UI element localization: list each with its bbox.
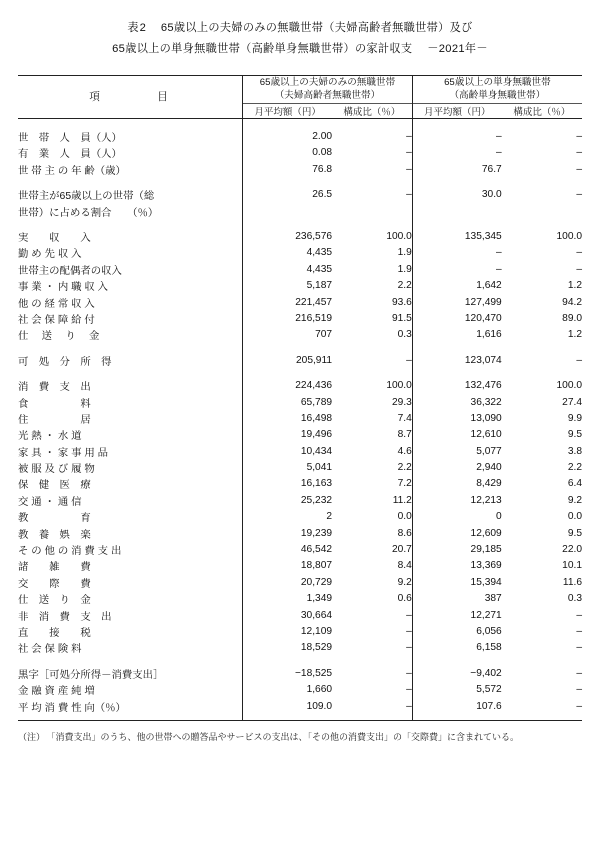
couple-monthly-value: 4,435 xyxy=(243,261,332,277)
row-label: 社 会 保 障 給 付 xyxy=(18,314,95,326)
table-spacer-row xyxy=(18,119,582,129)
single-share-value: – xyxy=(576,642,582,654)
couple-monthly-value: 5,187 xyxy=(243,278,332,294)
single-monthly-value: 5,572 xyxy=(476,684,502,696)
table-spacer-row xyxy=(18,343,582,352)
single-share-value: 0.0 xyxy=(567,511,582,523)
table-row xyxy=(18,591,582,607)
couple-monthly-value: 224,436 xyxy=(243,377,332,393)
header-single-monthly: 月平均額（円） xyxy=(412,104,501,119)
single-monthly-value: 6,056 xyxy=(476,626,502,637)
couple-share-value: 8.7 xyxy=(332,427,412,443)
single-share-value: – xyxy=(576,263,582,275)
table-row xyxy=(18,161,582,177)
single-monthly-value: 120,470 xyxy=(464,312,502,324)
spacer-cell xyxy=(412,219,501,228)
title-text-1: 65歳以上の夫婦のみの無職世帯（夫婦高齢者無職世帯）及び xyxy=(160,22,473,34)
couple-monthly-value: 2 xyxy=(243,509,332,525)
single-monthly-value: – xyxy=(496,131,502,143)
couple-share-value: 9.2 xyxy=(332,574,412,590)
couple-share-value: 29.3 xyxy=(332,394,412,410)
couple-share-value: 0.6 xyxy=(332,591,412,607)
row-label: 消 費 支 出 xyxy=(18,382,91,394)
table-title xyxy=(18,18,582,61)
table-row xyxy=(18,294,582,310)
single-share-value: – xyxy=(576,189,582,201)
spacer-cell xyxy=(332,714,412,721)
spacer-cell xyxy=(332,656,412,665)
couple-monthly-value: 0.08 xyxy=(243,145,332,161)
table-row xyxy=(18,377,582,393)
single-monthly-value: 132,476 xyxy=(464,380,502,392)
row-label: 交 通 ・ 通 信 xyxy=(18,496,82,508)
table-row xyxy=(18,278,582,294)
row-label: 平 均 消 費 性 向（％） xyxy=(18,702,126,714)
table-row xyxy=(18,145,582,161)
couple-monthly-value: 65,789 xyxy=(243,394,332,410)
table-row xyxy=(18,665,582,681)
table-row xyxy=(18,245,582,261)
couple-share-value: – xyxy=(332,352,412,368)
single-monthly-value: 29,185 xyxy=(470,544,502,556)
couple-monthly-value: 26.5 xyxy=(243,187,332,203)
single-share-value: – xyxy=(576,131,582,143)
couple-monthly-value: 76.8 xyxy=(243,161,332,177)
title-line-2: 65歳以上の単身無職世帯（高齢単身無職世帯）の家計収支 －2021年－ xyxy=(112,43,488,56)
single-share-value: – xyxy=(576,609,582,621)
couple-monthly-value: 5,041 xyxy=(243,459,332,475)
spacer-cell xyxy=(243,343,332,352)
note-mark: （注） xyxy=(18,732,46,743)
row-label: 金 融 資 産 純 増 xyxy=(18,686,95,698)
single-monthly-value: 30.0 xyxy=(481,189,502,201)
single-monthly-value: 387 xyxy=(484,593,502,605)
single-share-value: – xyxy=(576,247,582,259)
row-label: そ の 他 の 消 費 支 出 xyxy=(18,546,122,558)
single-share-value: – xyxy=(576,354,582,366)
couple-share-value: – xyxy=(332,607,412,623)
spacer-cell xyxy=(412,119,501,129)
single-share-value: 0.3 xyxy=(567,593,582,605)
single-monthly-value: 12,610 xyxy=(470,429,502,441)
table-row xyxy=(18,525,582,541)
spacer-cell xyxy=(502,368,582,377)
single-share-value: – xyxy=(576,667,582,679)
couple-monthly-value: 46,542 xyxy=(243,541,332,557)
spacer-cell xyxy=(412,178,501,187)
couple-share-value: – xyxy=(332,665,412,681)
spacer-cell xyxy=(18,119,243,129)
couple-share-value: 0.3 xyxy=(332,327,412,343)
couple-share-value: 93.6 xyxy=(332,294,412,310)
table-row xyxy=(18,459,582,475)
table-row xyxy=(18,681,582,697)
single-monthly-value: 135,345 xyxy=(464,231,502,243)
spacer-cell xyxy=(243,219,332,228)
spacer-cell xyxy=(412,368,501,377)
single-monthly-value: 12,213 xyxy=(470,494,502,506)
table-row xyxy=(18,558,582,574)
row-label: 仕 送 り 金 xyxy=(18,331,100,343)
couple-monthly-value: 1,349 xyxy=(243,591,332,607)
couple-monthly-value: 10,434 xyxy=(243,443,332,459)
couple-share-value: – xyxy=(332,145,412,161)
single-share-value: 1.2 xyxy=(567,280,582,292)
spacer-cell xyxy=(332,343,412,352)
single-share-value: 27.4 xyxy=(562,396,582,408)
row-label: 教 養 娯 楽 xyxy=(18,529,91,541)
couple-monthly-value xyxy=(243,203,332,219)
table-row xyxy=(18,410,582,426)
header-couple-share: 構成比（％） xyxy=(332,104,412,119)
spacer-cell xyxy=(18,714,243,721)
table-row xyxy=(18,327,582,343)
spacer-cell xyxy=(18,368,243,377)
couple-share-value: 4.6 xyxy=(332,443,412,459)
table-number: 表2 xyxy=(127,22,147,34)
spacer-cell xyxy=(412,656,501,665)
spacer-cell xyxy=(332,119,412,129)
row-label: 世 帯 人 員（人） xyxy=(18,133,122,145)
couple-monthly-value: −18,525 xyxy=(243,665,332,681)
spacer-cell xyxy=(332,219,412,228)
table-row xyxy=(18,128,582,144)
title-line-1 xyxy=(18,18,582,39)
row-label: 黒字［可処分所得－消費支出］ xyxy=(18,669,164,681)
table-row xyxy=(18,427,582,443)
couple-share-value: 8.6 xyxy=(332,525,412,541)
header-couple-monthly: 月平均額（円） xyxy=(243,104,332,119)
row-label: 有 業 人 員（人） xyxy=(18,149,122,161)
row-label: 被 服 及 び 履 物 xyxy=(18,464,95,476)
header-group-single xyxy=(412,75,582,104)
couple-share-value: 7.4 xyxy=(332,410,412,426)
couple-share-value: – xyxy=(332,161,412,177)
single-share-value: 9.9 xyxy=(567,412,582,424)
table-body xyxy=(18,75,582,721)
couple-share-value: – xyxy=(332,640,412,656)
row-label: 世帯主が65歳以上の世帯（総 xyxy=(18,191,155,203)
single-share-value: – xyxy=(576,147,582,159)
table-row xyxy=(18,261,582,277)
couple-share-value: 91.5 xyxy=(332,310,412,326)
couple-monthly-value: 19,239 xyxy=(243,525,332,541)
couple-monthly-value: 18,807 xyxy=(243,558,332,574)
table-row xyxy=(18,623,582,639)
couple-monthly-value: 205,911 xyxy=(243,352,332,368)
spacer-cell xyxy=(502,219,582,228)
single-share-value: 94.2 xyxy=(562,296,582,308)
row-label: 教 育 xyxy=(18,513,91,525)
single-monthly-value: – xyxy=(496,247,502,259)
table-note xyxy=(18,731,582,745)
header-group-couple xyxy=(243,75,413,104)
couple-share-value: 1.9 xyxy=(332,245,412,261)
table-row xyxy=(18,698,582,714)
row-label: 住 居 xyxy=(18,414,91,426)
row-label: 勤 め 先 収 入 xyxy=(18,249,82,261)
single-monthly-value: 5,077 xyxy=(476,445,502,457)
table-row xyxy=(18,476,582,492)
table-spacer-row xyxy=(18,656,582,665)
single-share-value: – xyxy=(576,163,582,175)
row-label: 非 消 費 支 出 xyxy=(18,611,112,623)
spacer-cell xyxy=(18,178,243,187)
row-label: 家 具 ・ 家 事 用 品 xyxy=(18,447,109,459)
single-monthly-value: 15,394 xyxy=(470,576,502,588)
couple-share-value: 11.2 xyxy=(332,492,412,508)
couple-monthly-value: 109.0 xyxy=(243,698,332,714)
header-single-share: 構成比（％） xyxy=(502,104,582,119)
table-row xyxy=(18,541,582,557)
single-share-value: 9.2 xyxy=(567,494,582,506)
couple-monthly-value: 4,435 xyxy=(243,245,332,261)
single-monthly-value: 13,369 xyxy=(470,560,502,572)
single-monthly-value: 8,429 xyxy=(476,478,502,490)
couple-share-value: 1.9 xyxy=(332,261,412,277)
header-group-couple-line1: 65歳以上の夫婦のみの無職世帯 xyxy=(259,76,396,88)
single-share-value: 89.0 xyxy=(562,312,582,324)
single-share-value: 100.0 xyxy=(556,380,582,392)
row-label: 食 料 xyxy=(18,398,91,410)
table-row xyxy=(18,574,582,590)
single-share-value: – xyxy=(576,700,582,712)
row-label: 仕 送 り 金 xyxy=(18,595,91,607)
single-share-value: – xyxy=(576,684,582,696)
row-label: 社 会 保 険 料 xyxy=(18,644,82,656)
spacer-cell xyxy=(502,119,582,129)
couple-monthly-value: 216,519 xyxy=(243,310,332,326)
single-share-value: 6.4 xyxy=(567,478,582,490)
single-share-value: 22.0 xyxy=(562,544,582,556)
note-text: 「消費支出」のうち、他の世帯への贈答品やサービスの支出は、「その他の消費支出」の「交際費」に含まれている。 xyxy=(51,732,520,743)
spacer-cell xyxy=(502,714,582,721)
table-spacer-row xyxy=(18,178,582,187)
couple-monthly-value: 20,729 xyxy=(243,574,332,590)
couple-monthly-value: 236,576 xyxy=(243,228,332,244)
row-label: 世帯）に占める割合 （％） xyxy=(18,207,159,219)
couple-share-value: 8.4 xyxy=(332,558,412,574)
couple-share-value: 20.7 xyxy=(332,541,412,557)
single-share-value: – xyxy=(576,626,582,637)
table-row xyxy=(18,607,582,623)
spacer-cell xyxy=(412,714,501,721)
table-row xyxy=(18,187,582,203)
spacer-cell xyxy=(502,178,582,187)
single-share-value: 9.5 xyxy=(567,429,582,441)
single-share-value: 9.5 xyxy=(567,527,582,539)
single-monthly-value: 12,271 xyxy=(470,609,502,621)
single-monthly-value: 12,609 xyxy=(470,527,502,539)
couple-share-value: – xyxy=(332,698,412,714)
single-monthly-value: 107.6 xyxy=(476,700,502,712)
couple-share-value: – xyxy=(332,187,412,203)
spacer-cell xyxy=(18,656,243,665)
single-monthly-value: 0 xyxy=(496,511,502,523)
spacer-cell xyxy=(243,656,332,665)
spacer-cell xyxy=(243,119,332,129)
couple-monthly-value: 25,232 xyxy=(243,492,332,508)
couple-monthly-value: 12,109 xyxy=(243,623,332,639)
header-group-single-line2: （高齢単身無職世帯） xyxy=(449,90,546,102)
single-monthly-value: −9,402 xyxy=(470,667,502,679)
single-share-value: 11.6 xyxy=(562,576,582,588)
spacer-cell xyxy=(502,343,582,352)
single-share-value: 1.2 xyxy=(567,329,582,341)
header-group-couple-line2: （夫婦高齢者無職世帯） xyxy=(274,90,381,102)
header-group-single-line1: 65歳以上の単身無職世帯 xyxy=(444,76,551,88)
single-monthly-value: – xyxy=(496,147,502,159)
spacer-cell xyxy=(18,343,243,352)
table-bottom-rule xyxy=(18,714,582,721)
row-label: 実 収 入 xyxy=(18,233,91,245)
table-row xyxy=(18,228,582,244)
single-share-value: 100.0 xyxy=(556,231,582,243)
couple-monthly-value: 16,163 xyxy=(243,476,332,492)
couple-share-value: 2.2 xyxy=(332,459,412,475)
row-label: 交 際 費 xyxy=(18,578,91,590)
single-monthly-value: – xyxy=(496,263,502,275)
single-monthly-value: 76.7 xyxy=(481,163,502,175)
spacer-cell xyxy=(412,343,501,352)
single-monthly-value: 127,499 xyxy=(464,296,502,308)
table-header-row-1 xyxy=(18,75,582,104)
couple-share-value xyxy=(332,203,412,219)
couple-monthly-value: 16,498 xyxy=(243,410,332,426)
single-monthly-value: 13,090 xyxy=(470,412,502,424)
single-share-value: 10.1 xyxy=(562,560,582,572)
spacer-cell xyxy=(243,178,332,187)
couple-share-value: 0.0 xyxy=(332,509,412,525)
couple-monthly-value: 707 xyxy=(243,327,332,343)
couple-share-value: 2.2 xyxy=(332,278,412,294)
header-item-label: 項 目 xyxy=(18,75,243,119)
table-row xyxy=(18,203,582,219)
couple-share-value: – xyxy=(332,681,412,697)
couple-share-value: 100.0 xyxy=(332,228,412,244)
spacer-cell xyxy=(243,368,332,377)
spacer-cell xyxy=(18,219,243,228)
single-share-value: 2.2 xyxy=(567,462,582,474)
table-spacer-row xyxy=(18,219,582,228)
table-spacer-row xyxy=(18,368,582,377)
row-label: 諸 雑 費 xyxy=(18,562,91,574)
couple-share-value: 100.0 xyxy=(332,377,412,393)
single-monthly-value: 2,940 xyxy=(476,462,502,474)
single-monthly-value: 6,158 xyxy=(476,642,502,654)
single-share-value: 3.8 xyxy=(567,445,582,457)
couple-monthly-value: 18,529 xyxy=(243,640,332,656)
row-label: 光 熱 ・ 水 道 xyxy=(18,431,82,443)
couple-share-value: 7.2 xyxy=(332,476,412,492)
spacer-cell xyxy=(502,656,582,665)
couple-monthly-value: 221,457 xyxy=(243,294,332,310)
single-monthly-value: 1,616 xyxy=(476,329,502,341)
spacer-cell xyxy=(332,178,412,187)
row-label: 世 帯 主 の 年 齢（歳） xyxy=(18,165,126,177)
couple-monthly-value: 30,664 xyxy=(243,607,332,623)
row-label: 保 健 医 療 xyxy=(18,480,91,492)
couple-monthly-value: 2.00 xyxy=(243,128,332,144)
single-monthly-value: 123,074 xyxy=(464,354,502,366)
single-monthly-value: 1,642 xyxy=(476,280,502,292)
couple-share-value: – xyxy=(332,623,412,639)
row-label: 可 処 分 所 得 xyxy=(18,356,112,368)
table-row xyxy=(18,310,582,326)
spacer-cell xyxy=(332,368,412,377)
single-monthly-value: 36,322 xyxy=(470,396,502,408)
row-label: 直 接 税 xyxy=(18,628,91,639)
couple-monthly-value: 1,660 xyxy=(243,681,332,697)
couple-monthly-value: 19,496 xyxy=(243,427,332,443)
single-monthly-value xyxy=(412,203,501,219)
table-row xyxy=(18,509,582,525)
row-label: 世帯主の配偶者の収入 xyxy=(18,265,122,277)
row-label: 他 の 経 常 収 入 xyxy=(18,298,95,310)
table-row xyxy=(18,443,582,459)
spacer-cell xyxy=(243,714,332,721)
table-row xyxy=(18,492,582,508)
table-row xyxy=(18,394,582,410)
table-row xyxy=(18,640,582,656)
row-label: 事 業 ・ 内 職 収 入 xyxy=(18,282,109,294)
household-budget-table xyxy=(18,75,582,722)
single-share-value xyxy=(502,203,582,219)
table-row xyxy=(18,352,582,368)
couple-share-value: – xyxy=(332,128,412,144)
